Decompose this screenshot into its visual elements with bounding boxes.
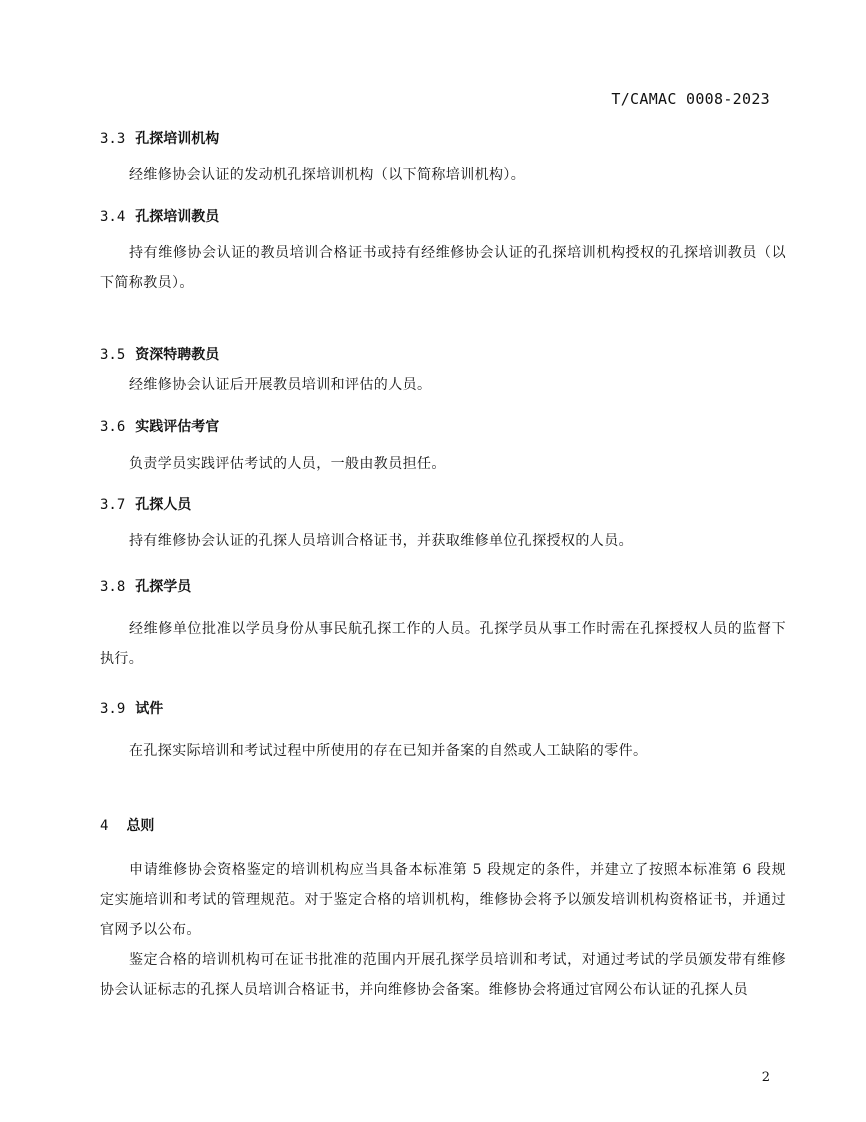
section-3-8: [100, 576, 786, 596]
section-body: 经维修协会认证后开展教员培训和评估的人员。: [129, 377, 432, 393]
chapter-4-body: [100, 855, 786, 1005]
page-number: 2: [761, 1070, 770, 1085]
chapter-4-heading: 4 总则: [100, 818, 155, 834]
section-heading: 3.5 资深特聘教员: [100, 347, 220, 363]
section-3-7: [100, 494, 786, 514]
section-3-9: [100, 698, 786, 718]
section-heading: 3.6 实践评估考官: [100, 419, 220, 435]
paragraph: 申请维修协会资格鉴定的培训机构应当具备本标准第 5 段规定的条件，并建立了按照本标准第 6 段规定实施培训和考试的管理规范。对于鉴定合格的培训机构，维修协会将予以颁发培训机构资格证书，并通过官网予以公布。: [100, 862, 786, 938]
section-heading: 3.7 孔探人员: [100, 497, 192, 513]
section-body: 经维修单位批准以学员身份从事民航孔探工作的人员。孔探学员从事工作时需在孔探授权人员的监督下执行。: [100, 621, 786, 667]
document-number: T/CAMAC 0008-2023: [611, 90, 770, 108]
section-heading: 3.3 孔探培训机构: [100, 131, 220, 147]
section-body: 持有维修协会认证的教员培训合格证书或持有经维修协会认证的孔探培训机构授权的孔探培训教员（以下简称教员）。: [100, 245, 786, 291]
section-body: 在孔探实际培训和考试过程中所使用的存在已知并备案的自然或人工缺陷的零件。: [129, 743, 648, 759]
section-3-3: [100, 128, 786, 148]
section-body: 经维修协会认证的发动机孔探培训机构（以下简称培训机构）。: [129, 167, 526, 183]
section-heading: 3.9 试件: [100, 701, 164, 717]
paragraph: 鉴定合格的培训机构可在证书批准的范围内开展孔探学员培训和考试，对通过考试的学员颁发带有维修协会认证标志的孔探人员培训合格证书，并向维修协会备案。维修协会将通过官网公布认证的孔探人员: [100, 952, 786, 998]
section-body: 持有维修协会认证的孔探人员培训合格证书，并获取维修单位孔探授权的人员。: [129, 533, 633, 549]
section-3-5: [100, 344, 786, 364]
section-heading: 3.8 孔探学员: [100, 579, 192, 595]
section-heading: 3.4 孔探培训教员: [100, 209, 220, 225]
section-body: 负责学员实践评估考试的人员，一般由教员担任。: [129, 456, 446, 472]
section-3-4: [100, 206, 786, 226]
section-3-6: [100, 416, 786, 436]
